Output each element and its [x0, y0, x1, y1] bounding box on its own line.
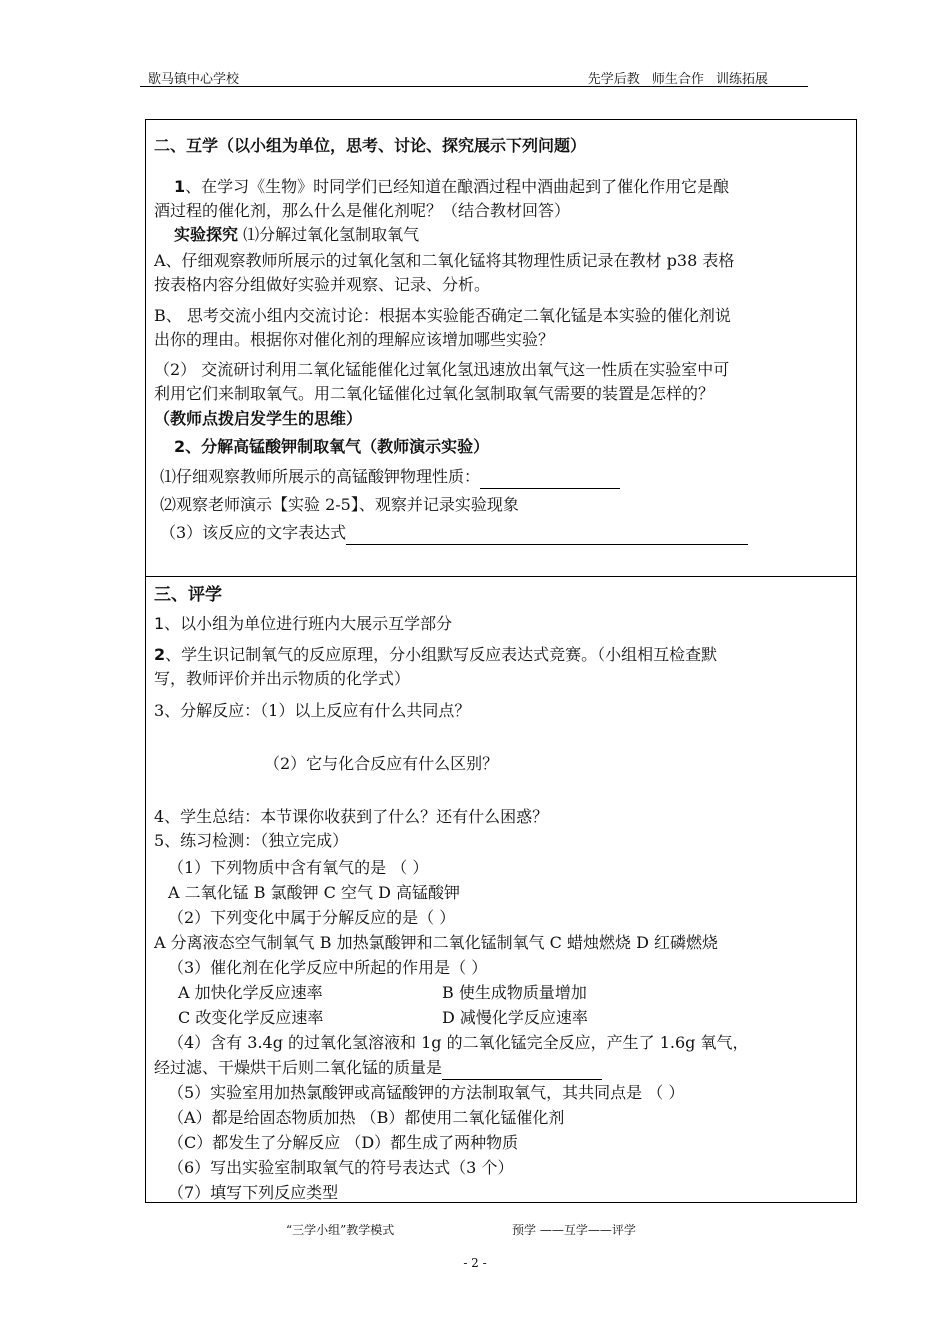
exercise-2: （2）下列变化中属于分解反应的是（ ）	[168, 908, 456, 927]
eval-item-1: 1、以小组为单位进行班内大展示互学部分	[154, 614, 453, 633]
b-line2: 出你的理由。根据你对催化剂的理解应该增加哪些实验？	[154, 330, 555, 349]
experiment-text: ⑴分解过氧化氢制取氧气	[243, 225, 420, 244]
section2-title: 二、互学（以小组为单位，思考、讨论、探究展示下列问题）	[154, 136, 587, 155]
footer-model: “三学小组”教学模式	[286, 1223, 395, 1237]
teacher-hint: （教师点拨启发学生的思维）	[154, 409, 363, 428]
exercise-1-options: A 二氧化锰 B 氯酸钾 C 空气 D 高锰酸钾	[168, 883, 460, 902]
q2-3: （3）该反应的文字表达式	[160, 521, 748, 545]
exercise-3-option-b: B 使生成物质量增加	[442, 983, 587, 1002]
page-header	[140, 66, 808, 87]
experiment-line	[174, 223, 419, 247]
page-number: - 2 -	[463, 1256, 487, 1270]
answer-blank[interactable]	[480, 470, 620, 489]
exercise-7: （7）填写下列反应类型	[168, 1183, 339, 1202]
p2-line2: 利用它们来制取氧气。用二氧化锰催化过氧化氢制取氧气需要的装置是怎样的？	[154, 384, 715, 403]
exercise-3-option-a: A 加快化学反应速率	[178, 983, 323, 1002]
exercise-5: （5）实验室用加热氯酸钾或高锰酸钾的方法制取氧气，其共同点是 （ ）	[168, 1083, 685, 1102]
answer-blank[interactable]	[346, 526, 748, 545]
section3-title: 三、评学	[154, 585, 222, 605]
answer-blank[interactable]	[442, 1061, 602, 1080]
q2-1: ⑴仔细观察教师所展示的高锰酸钾物理性质：	[160, 465, 620, 489]
exercise-4-line2: 经过滤、干燥烘干后则二氧化锰的质量是	[154, 1056, 602, 1080]
eval-item-4: 4、学生总结：本节课你收获到了什么？还有什么困惑？	[154, 807, 549, 826]
school-name: 歇马镇中心学校	[148, 72, 240, 87]
exercise-6: （6）写出实验室制取氧气的符号表达式（3 个）	[168, 1158, 514, 1177]
exercise-2-options: A 分离液态空气制氧气 B 加热氯酸钾和二氧化锰制氧气 C 蜡烛燃烧 D 红磷燃烧	[154, 933, 718, 952]
eval-item-2-line1: 2、学生识记制氧气的反应原理，分小组默写反应表达式竞赛。（小组相互检查默	[154, 645, 718, 664]
q1-line2: 酒过程的催化剂，那么什么是催化剂呢？（结合教材回答）	[154, 201, 571, 220]
eval-item-3: 3、分解反应：（1）以上反应有什么共同点？	[154, 701, 471, 720]
exercise-1: （1）下列物质中含有氧气的是 （ ）	[168, 858, 429, 877]
b-line1: B、 思考交流小组内交流讨论：根据本实验能否确定二氧化锰是本实验的催化剂说	[154, 306, 731, 325]
footer-flow: 预学 ——互学——评学	[512, 1223, 636, 1237]
eval-item-2-line2: 写，教师评价并出示物质的化学式）	[154, 669, 411, 688]
q2-2: ⑵观察老师演示【实验 2-5】、观察并记录实验现象	[160, 495, 519, 514]
eval-item-5: 5、练习检测：（独立完成）	[154, 831, 349, 850]
exercise-3-option-d: D 减慢化学反应速率	[442, 1008, 588, 1027]
exercise-3-option-c: C 改变化学反应速率	[178, 1008, 324, 1027]
a-line1: A、仔细观察教师所展示的过氧化氢和二氧化锰将其物理性质记录在教材 p38 表格	[154, 251, 735, 270]
header-motto: 先学后教 师生合作 训练拓展	[587, 72, 768, 87]
a-line2: 按表格内容分组做好实验并观察、记录、分析。	[154, 275, 491, 294]
q2-title: 2、分解高锰酸钾制取氧气（教师演示实验）	[174, 437, 490, 456]
p2-line1: （2） 交流研讨利用二氧化锰能催化过氧化氢迅速放出氧气这一性质在实验室中可	[154, 360, 730, 379]
q1-line1: 1、在学习《生物》时同学们已经知道在酿酒过程中酒曲起到了催化作用它是酿	[174, 177, 730, 196]
exercise-5-options-ab: （A）都是给固态物质加热 （B）都使用二氧化锰催化剂	[168, 1108, 565, 1127]
exercise-3: （3）催化剂在化学反应中所起的作用是（ ）	[168, 958, 488, 977]
exercise-4-line1: （4）含有 3.4g 的过氧化氢溶液和 1g 的二氧化锰完全反应，产生了 1.6g 氧气，	[168, 1033, 749, 1052]
eval-item-3-2: （2）它与化合反应有什么区别？	[264, 754, 499, 773]
section-evaluation	[145, 576, 857, 1203]
section-mutual-learning	[145, 119, 857, 577]
experiment-label: 实验探究	[174, 225, 239, 244]
exercise-5-options-cd: （C）都发生了分解反应 （D）都生成了两种物质	[168, 1133, 519, 1152]
